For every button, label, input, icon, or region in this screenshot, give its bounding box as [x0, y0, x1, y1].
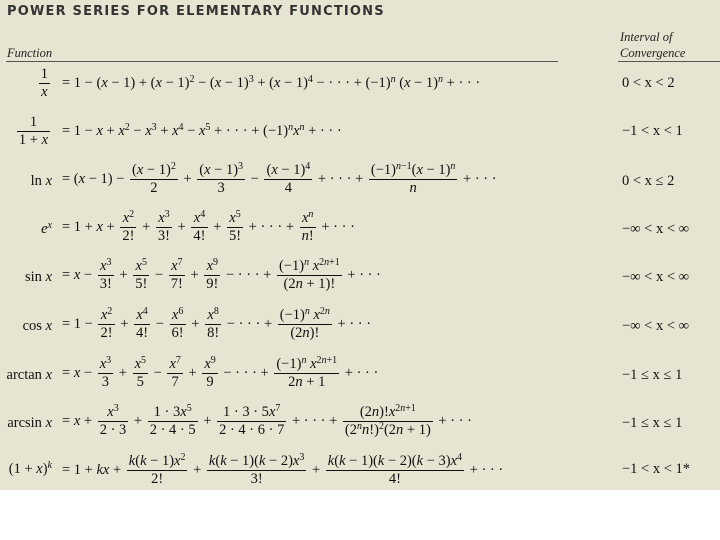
function-cos: cos x	[22, 318, 52, 334]
series-row-exp	[0, 210, 720, 246]
table-title: POWER SERIES FOR ELEMENTARY FUNCTIONS	[7, 4, 385, 19]
series-exp: = 1 + x + $\frac{x^2}{2!}$ + $\frac{x^3}{3!}$ + $\frac{x^4}{4!}$ + $\frac{x^5}{5!}$ + · · · + $\frac{x^n}{n!}$ + · · ·	[62, 209, 355, 244]
series-binomial: = 1 + kx + $\frac{k(k - 1)x^2}{2!}$ + $\frac{k(k - 1)(k - 2)x^3}{3!}$ + $\frac{k(k - 1)(k - 2)(k - 3)x^4}{4!}$ + · · ·	[62, 452, 504, 487]
interval-cos: −∞ < x < ∞	[622, 318, 689, 334]
series-row-arctan	[0, 356, 720, 392]
interval-reciprocal-1px: −1 < x < 1	[622, 123, 683, 139]
function-exp: $e^x$	[41, 220, 52, 237]
function-arcsin: arcsin x	[7, 415, 52, 431]
series-reciprocal-1px: = $1 - x + x^2 - x^3 + x^4 - x^5$ + · · · + $(-1)^nx^n$ + · · ·	[62, 122, 342, 139]
interval-sin: −∞ < x < ∞	[622, 269, 689, 285]
series-cos: = 1 − $\frac{x^2}{2!}$ + $\frac{x^4}{4!}$ − $\frac{x^6}{6!}$ + $\frac{x^8}{8!}$ − · · · + $\frac{(-1)^n x^{2n}}{(2n)!}$ + · · ·	[62, 306, 372, 341]
series-row-reciprocal	[0, 66, 720, 100]
series-arctan: = x − $\frac{x^3}{3}$ + $\frac{x^5}{5}$ − $\frac{x^7}{7}$ + $\frac{x^9}{9}$ − · · · + $\frac{(-1)^n x^{2n+1}}{2n + 1}$ + · · ·	[62, 355, 379, 390]
function-sin: sin x	[25, 269, 52, 285]
interval-arcsin: −1 ≤ x ≤ 1	[622, 415, 683, 431]
series-ln: = (x − 1) − $\frac{(x - 1)^2}{2}$ + $\frac{(x - 1)^3}{3}$ − $\frac{(x - 1)^4}{4}$ + · · · + $\frac{(-1)^{n-1}(x - 1)^n}{n}$ + · · ·	[62, 161, 497, 196]
function-ln: ln x	[30, 173, 52, 189]
series-row-sin	[0, 258, 720, 294]
interval-ln: 0 < x ≤ 2	[622, 173, 675, 189]
series-row-ln	[0, 162, 720, 198]
interval-binomial: −1 < x < 1*	[622, 461, 691, 477]
series-row-cos	[0, 307, 720, 343]
header-rule-right	[618, 61, 720, 62]
function-arctan: arctan x	[6, 367, 52, 383]
interval-header-line2: Convergence	[620, 46, 686, 60]
interval-exp: −∞ < x < ∞	[622, 221, 689, 237]
function-reciprocal: $\frac{1}{x}$	[40, 66, 48, 100]
function-binomial: $(1 + x)^k$	[8, 460, 52, 477]
interval-header-line1: Interval of	[620, 30, 673, 44]
function-column-header: Function	[7, 46, 53, 60]
series-sin: = x − $\frac{x^3}{3!}$ + $\frac{x^5}{5!}$ − $\frac{x^7}{7!}$ + $\frac{x^9}{9!}$ − · · · + $\frac{(-1)^n x^{2n+1}}{(2n + 1)!}$ + · · ·	[62, 257, 381, 292]
series-reciprocal: = $1 - (x - 1) + (x - 1)^2 - (x - 1)^3 + (x - 1)^4$ − · · · + $(-1)^n$ $(x - 1)^n$ + · · ·	[62, 74, 481, 91]
interval-arctan: −1 ≤ x ≤ 1	[622, 367, 683, 383]
header-rule-left	[6, 61, 558, 62]
interval-reciprocal: 0 < x < 2	[622, 75, 675, 91]
series-arcsin: = x + $\frac{x^3}{2 \cdot 3}$ + $\frac{1 \cdot 3x^5}{2 \cdot 4 \cdot 5}$ + $\frac{1 \cdot 3 \cdot 5x^7}{2 \cdot 4 \cdot 6 \cdot 7}$ + · · · + $\frac{(2n)!x^{2n+1}}{(2^nn!)^2(2n + 1)}$ + · · ·	[62, 403, 472, 438]
series-row-arcsin	[0, 404, 720, 440]
series-row-binomial	[0, 453, 720, 489]
series-row-reciprocal-1px	[0, 114, 720, 148]
function-reciprocal-1px: $\frac{1}{1 + x}$	[18, 114, 48, 148]
